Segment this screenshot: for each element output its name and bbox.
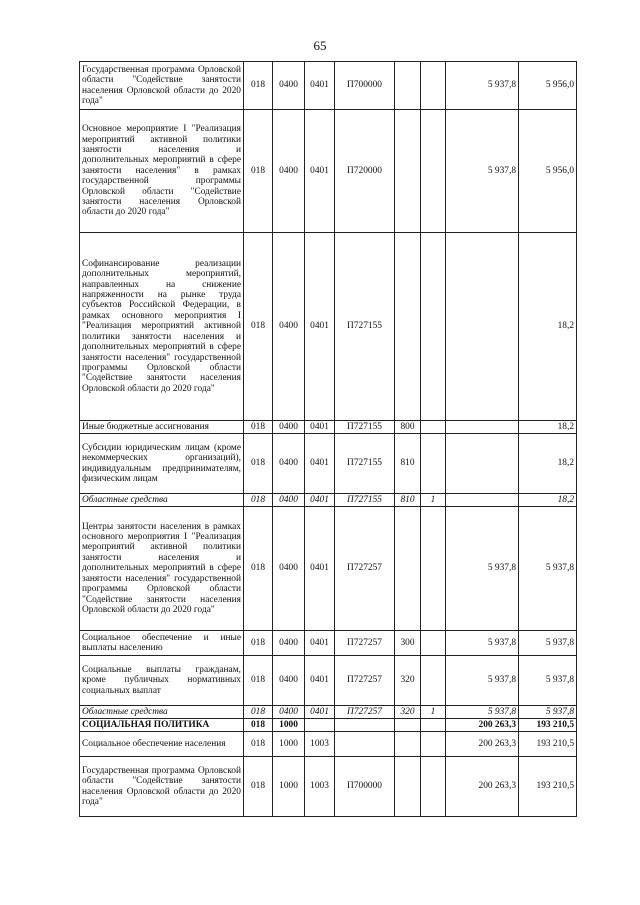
cell-amount-2: 5 956,0	[519, 110, 577, 233]
cell-target-article: П727257	[335, 507, 395, 631]
cell-source	[421, 62, 446, 110]
cell-subsection-code	[305, 719, 335, 732]
table-row	[80, 494, 577, 507]
cell-amount-2: 18,2	[519, 434, 577, 494]
cell-amount-1: 5 937,8	[446, 507, 519, 631]
cell-amount-2: 18,2	[519, 233, 577, 421]
table-row	[80, 434, 577, 494]
cell-target-article	[335, 732, 395, 757]
cell-amount-2: 5 937,8	[519, 706, 577, 719]
cell-section-code: 0400	[273, 233, 305, 421]
table-row	[80, 732, 577, 757]
cell-name: Социальное обеспечение населения	[80, 732, 244, 757]
cell-department-code: 018	[244, 494, 273, 507]
table-row	[80, 507, 577, 631]
table-row	[80, 757, 577, 817]
cell-section-code: 0400	[273, 434, 305, 494]
cell-department-code: 018	[244, 507, 273, 631]
cell-department-code: 018	[244, 732, 273, 757]
cell-subsection-code: 0401	[305, 631, 335, 656]
cell-subsection-code: 0401	[305, 233, 335, 421]
cell-amount-2: 18,2	[519, 494, 577, 507]
cell-target-article: П700000	[335, 62, 395, 110]
cell-section-code: 0400	[273, 507, 305, 631]
cell-expense-type	[395, 757, 421, 817]
table-row	[80, 110, 577, 233]
cell-target-article: П720000	[335, 110, 395, 233]
cell-target-article: П727155	[335, 494, 395, 507]
cell-department-code: 018	[244, 706, 273, 719]
cell-name: Областные средства	[80, 494, 244, 507]
cell-section-code: 0400	[273, 656, 305, 706]
table-row	[80, 656, 577, 706]
cell-amount-1	[446, 434, 519, 494]
cell-expense-type: 810	[395, 434, 421, 494]
cell-department-code: 018	[244, 631, 273, 656]
cell-section-code: 0400	[273, 110, 305, 233]
cell-subsection-code: 0401	[305, 706, 335, 719]
cell-section-code: 0400	[273, 706, 305, 719]
cell-target-article: П727257	[335, 656, 395, 706]
table-row	[80, 719, 577, 732]
cell-amount-2: 5 937,8	[519, 631, 577, 656]
cell-expense-type	[395, 110, 421, 233]
cell-name: Областные средства	[80, 706, 244, 719]
cell-amount-1	[446, 421, 519, 434]
cell-target-article: П727155	[335, 233, 395, 421]
cell-subsection-code: 1003	[305, 757, 335, 817]
cell-amount-2: 193 210,5	[519, 732, 577, 757]
table-row	[80, 421, 577, 434]
cell-target-article	[335, 719, 395, 732]
cell-department-code: 018	[244, 434, 273, 494]
cell-source	[421, 434, 446, 494]
cell-department-code: 018	[244, 110, 273, 233]
cell-section-code: 1000	[273, 732, 305, 757]
cell-source	[421, 233, 446, 421]
cell-source: 1	[421, 494, 446, 507]
cell-section-code: 1000	[273, 757, 305, 817]
cell-target-article: П727257	[335, 631, 395, 656]
cell-source	[421, 507, 446, 631]
cell-amount-1: 5 937,8	[446, 706, 519, 719]
cell-expense-type	[395, 62, 421, 110]
cell-expense-type: 800	[395, 421, 421, 434]
cell-name: Иные бюджетные ассигнования	[80, 421, 244, 434]
cell-expense-type	[395, 719, 421, 732]
cell-source	[421, 110, 446, 233]
cell-name: Государственная программа Орловской области "Содействие занятости населения Орловской области до 2020 года"	[80, 62, 244, 110]
cell-amount-1: 5 937,8	[446, 62, 519, 110]
cell-section-code: 0400	[273, 62, 305, 110]
cell-department-code: 018	[244, 719, 273, 732]
cell-amount-1: 200 263,3	[446, 719, 519, 732]
table-row	[80, 706, 577, 719]
cell-amount-2: 5 937,8	[519, 507, 577, 631]
table-row	[80, 631, 577, 656]
cell-source	[421, 656, 446, 706]
cell-amount-2: 193 210,5	[519, 757, 577, 817]
cell-amount-2: 5 956,0	[519, 62, 577, 110]
cell-source	[421, 719, 446, 732]
cell-department-code: 018	[244, 62, 273, 110]
cell-section-code: 0400	[273, 421, 305, 434]
cell-section-code: 0400	[273, 631, 305, 656]
cell-amount-1: 5 937,8	[446, 631, 519, 656]
cell-subsection-code: 1003	[305, 732, 335, 757]
cell-amount-2: 193 210,5	[519, 719, 577, 732]
cell-amount-1	[446, 233, 519, 421]
cell-target-article: П727155	[335, 421, 395, 434]
cell-amount-2: 5 937,8	[519, 656, 577, 706]
cell-expense-type	[395, 507, 421, 631]
cell-amount-1: 200 263,3	[446, 732, 519, 757]
cell-subsection-code: 0401	[305, 434, 335, 494]
cell-amount-1: 200 263,3	[446, 757, 519, 817]
cell-target-article: П727155	[335, 434, 395, 494]
cell-department-code: 018	[244, 421, 273, 434]
cell-target-article: П700000	[335, 757, 395, 817]
cell-name: Социальное обеспечение и иные выплаты населению	[80, 631, 244, 656]
cell-source	[421, 757, 446, 817]
cell-department-code: 018	[244, 656, 273, 706]
cell-subsection-code: 0401	[305, 110, 335, 233]
cell-expense-type: 320	[395, 706, 421, 719]
page-number: 65	[313, 38, 327, 53]
cell-subsection-code: 0401	[305, 656, 335, 706]
cell-section-code: 1000	[273, 719, 305, 732]
cell-name: Основное мероприятие I "Реализация мероприятий активной политики занятости населения и дополнительных мероприятий в сфере занятости населения" в рамках государственной программы Орловской области "Содействие занятости населения Орловской области до 2020 года"	[80, 110, 244, 233]
cell-subsection-code: 0401	[305, 507, 335, 631]
cell-source	[421, 631, 446, 656]
cell-amount-2: 18,2	[519, 421, 577, 434]
cell-subsection-code: 0401	[305, 62, 335, 110]
cell-subsection-code: 0401	[305, 494, 335, 507]
cell-source	[421, 421, 446, 434]
cell-expense-type	[395, 732, 421, 757]
cell-target-article: П727257	[335, 706, 395, 719]
cell-department-code: 018	[244, 757, 273, 817]
cell-amount-1: 5 937,8	[446, 110, 519, 233]
cell-name: Субсидии юридическим лицам (кроме некоммерческих организаций), индивидуальным предпринимателям, физическим лицам	[80, 434, 244, 494]
cell-expense-type: 320	[395, 656, 421, 706]
cell-amount-1: 5 937,8	[446, 656, 519, 706]
cell-section-code: 0400	[273, 494, 305, 507]
cell-subsection-code: 0401	[305, 421, 335, 434]
table-row	[80, 233, 577, 421]
cell-name: Государственная программа Орловской области "Содействие занятости населения Орловской области до 2020 года"	[80, 757, 244, 817]
cell-expense-type: 300	[395, 631, 421, 656]
cell-name: Софинансирование реализации дополнительных мероприятий, направленных на снижение напряженности на рынке труда субъектов Российской Федерации, в рамках основного мероприятия I "Реализация мероприятий активной политики занятости населения и дополнительных мероприятий в сфере занятости населения" государственной программы Орловской области "Содействие занятости населения Орловской области до 2020 года"	[80, 233, 244, 421]
budget-table	[79, 61, 577, 817]
table-row	[80, 62, 577, 110]
cell-department-code: 018	[244, 233, 273, 421]
cell-source	[421, 732, 446, 757]
cell-name: СОЦИАЛЬНАЯ ПОЛИТИКА	[80, 719, 244, 732]
cell-expense-type	[395, 233, 421, 421]
cell-expense-type: 810	[395, 494, 421, 507]
cell-amount-1	[446, 494, 519, 507]
cell-name: Центры занятости населения в рамках основного мероприятия I "Реализация мероприятий активной политики занятости населения и дополнительных мероприятий в сфере занятости населения" государственной программы Орловской области "Содействие занятости населения Орловской области до 2020 года"	[80, 507, 244, 631]
budget-table-body	[80, 62, 577, 817]
cell-name: Социальные выплаты гражданам, кроме публичных нормативных социальных выплат	[80, 656, 244, 706]
cell-source: 1	[421, 706, 446, 719]
